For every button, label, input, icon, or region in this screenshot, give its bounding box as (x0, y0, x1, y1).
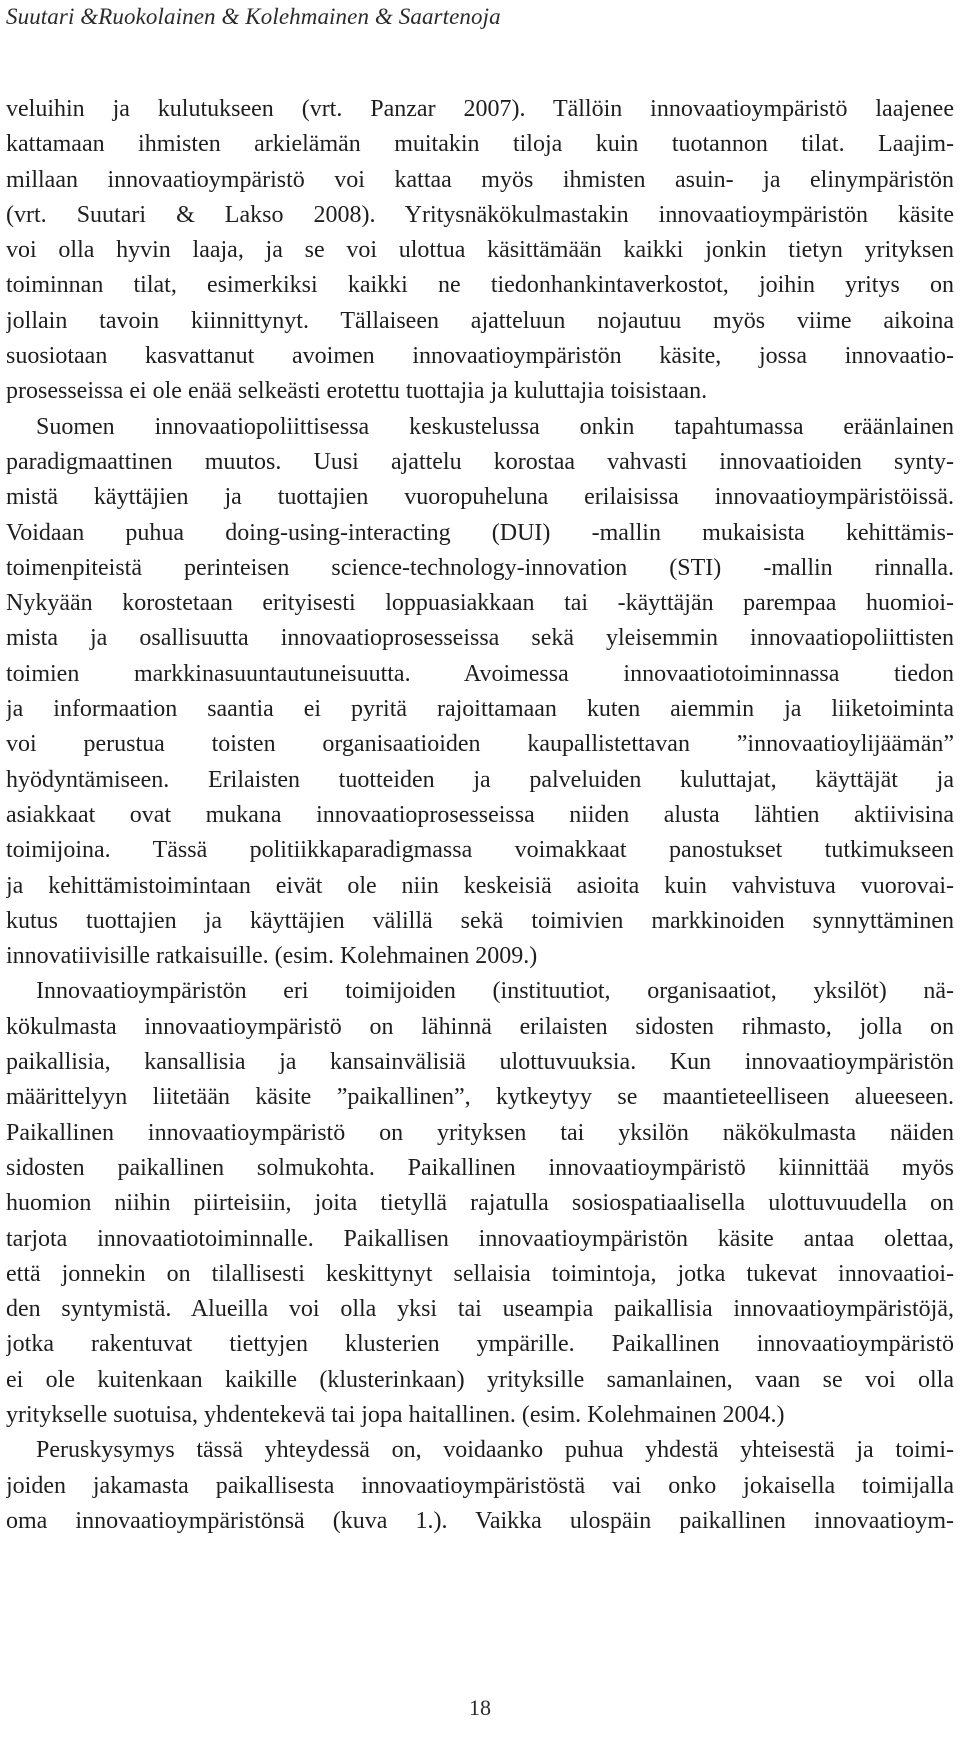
paragraph (6, 92, 954, 410)
text-line: asiakkaat ovat mukana innovaatioprosesseissa niiden alusta lähtien aktiivisina (6, 801, 954, 828)
page-number: 18 (469, 1695, 491, 1720)
text-line: voi olla hyvin laaja, ja se voi ulottua käsittämään kaikki jonkin tietyn yrityksen (6, 237, 954, 264)
text-line: hyödyntämiseen. Erilaisten tuotteiden ja palveluiden kuluttajat, käyttäjät ja (6, 766, 954, 793)
text-line: jollain tavoin kiinnittynyt. Tällaiseen ajatteluun nojautuu myös viime aikoina (6, 307, 954, 334)
text-line: paradigmaattinen muutos. Uusi ajattelu korostaa vahvasti innovaatioiden synty- (6, 448, 954, 475)
text-line: veluihin ja kulutukseen (vrt. Panzar 2007). Tällöin innovaatioympäristö laajenee (6, 96, 954, 122)
text-line: millaan innovaatioympäristö voi kattaa myös ihmisten asuin- ja elinympäristön (6, 166, 954, 193)
text-line: jotka rakentuvat tiettyjen klusterien ympärille. Paikallinen innovaatioympäristö (6, 1331, 954, 1358)
text-line: määrittelyyn liitetään käsite ”paikallinen”, kytkeytyy se maantieteelliseen alueeseen. (6, 1084, 954, 1111)
text-line: ei ole kuitenkaan kaikille (klusterinkaan) yrityksille samanlainen, vaan se voi olla (6, 1366, 954, 1393)
text-line: mista ja osallisuutta innovaatioprosesseissa sekä yleisemmin innovaatiopoliittisten (6, 625, 954, 652)
text-line: voi perustua toisten organisaatioiden kaupallistettavan ”innovaatioylijäämän” (6, 731, 954, 758)
text-line: toimijoina. Tässä politiikkaparadigmassa voimakkaat panostukset tutkimukseen (6, 837, 954, 864)
running-header: Suutari &Ruokolainen & Kolehmainen & Saartenoja (6, 4, 501, 29)
text-line: Nykyään korostetaan erityisesti loppuasiakkaan tai -käyttäjän parempaa huomioi- (6, 590, 954, 617)
paragraph (6, 974, 954, 1433)
text-line: Suomen innovaatiopoliittisessa keskustelussa onkin tapahtumassa eräänlainen (36, 413, 954, 440)
text-line: huomion niihin piirteisiin, joita tietyllä rajatulla sosiospatiaalisella ulottuvuudella on (6, 1190, 954, 1217)
text-line: Paikallinen innovaatioympäristö on yrityksen tai yksilön näkökulmasta näiden (6, 1119, 954, 1146)
text-line: Innovaatioympäristön eri toimijoiden (instituutiot, organisaatiot, yksilöt) nä- (36, 978, 954, 1005)
text-line: joiden jakamasta paikallisesta innovaatioympäristöstä vai onko jokaisella toimijalla (6, 1472, 954, 1499)
text-line: yritykselle suotuisa, yhdentekevä tai jopa haitallinen. (esim. Kolehmainen 2004.) (6, 1401, 785, 1428)
text-line: (vrt. Suutari & Lakso 2008). Yritysnäkökulmastakin innovaatioympäristön käsite (6, 201, 954, 228)
text-line: sidosten paikallinen solmukohta. Paikallinen innovaatioympäristö kiinnittää myös (6, 1154, 954, 1181)
text-line: Voidaan puhua doing-using-interacting (DUI) -mallin mukaisista kehittämis- (6, 519, 954, 546)
text-line: prosesseissa ei ole enää selkeästi erotettu tuottajia ja kuluttajia toisistaan. (6, 378, 708, 405)
text-line: paikallisia, kansallisia ja kansainvälisiä ulottuvuuksia. Kun innovaatioympäristön (6, 1049, 954, 1076)
text-line: tarjota innovaatiotoiminnalle. Paikallisen innovaatioympäristön käsite antaa olettaa, (6, 1225, 954, 1252)
paragraph (6, 410, 954, 975)
text-line: kökulmasta innovaatioympäristö on lähinnä erilaisten sidosten rihmasto, jolla on (6, 1013, 954, 1040)
text-line: toimenpiteistä perinteisen science-technology-innovation (STI) -mallin rinnalla. (6, 554, 954, 581)
text-line: ja kehittämistoimintaan eivät ole niin keskeisiä asioita kuin vahvistuva vuorovai- (6, 872, 954, 899)
text-line: toimien markkinasuuntautuneisuutta. Avoimessa innovaatiotoiminnassa tiedon (6, 660, 954, 687)
text-line: ja informaation saantia ei pyritä rajoittamaan kuten aiemmin ja liiketoiminta (6, 696, 954, 723)
paragraph (6, 1433, 954, 1539)
text-line: oma innovaatioympäristönsä (kuva 1.). Vaikka ulospäin paikallinen innovaatioym- (6, 1507, 954, 1534)
text-line: kutus tuottajien ja käyttäjien välillä sekä toimivien markkinoiden synnyttäminen (6, 907, 954, 934)
text-line: suosiotaan kasvattanut avoimen innovaatioympäristön käsite, jossa innovaatio- (6, 343, 954, 370)
text-line: toiminnan tilat, esimerkiksi kaikki ne tiedonhankintaverkostot, joihin yritys on (6, 272, 954, 299)
text-line: innovatiivisille ratkaisuille. (esim. Kolehmainen 2009.) (6, 943, 538, 970)
text-line: että jonnekin on tilallisesti keskittynyt sellaisia toimintoja, jotka tukevat innovaatioi- (6, 1260, 954, 1287)
text-line: Peruskysymys tässä yhteydessä on, voidaanko puhua yhdestä yhteisestä ja toimi- (36, 1437, 954, 1464)
text-line: kattamaan ihmisten arkielämän muitakin tiloja kuin tuotannon tilat. Laajim- (6, 131, 954, 158)
body-text (6, 92, 954, 1539)
text-line: mistä käyttäjien ja tuottajien vuoropuheluna erilaisissa innovaatioympäristöissä. (6, 484, 954, 511)
text-line: den syntymistä. Alueilla voi olla yksi tai useampia paikallisia innovaatioympäristöjä, (6, 1296, 954, 1323)
